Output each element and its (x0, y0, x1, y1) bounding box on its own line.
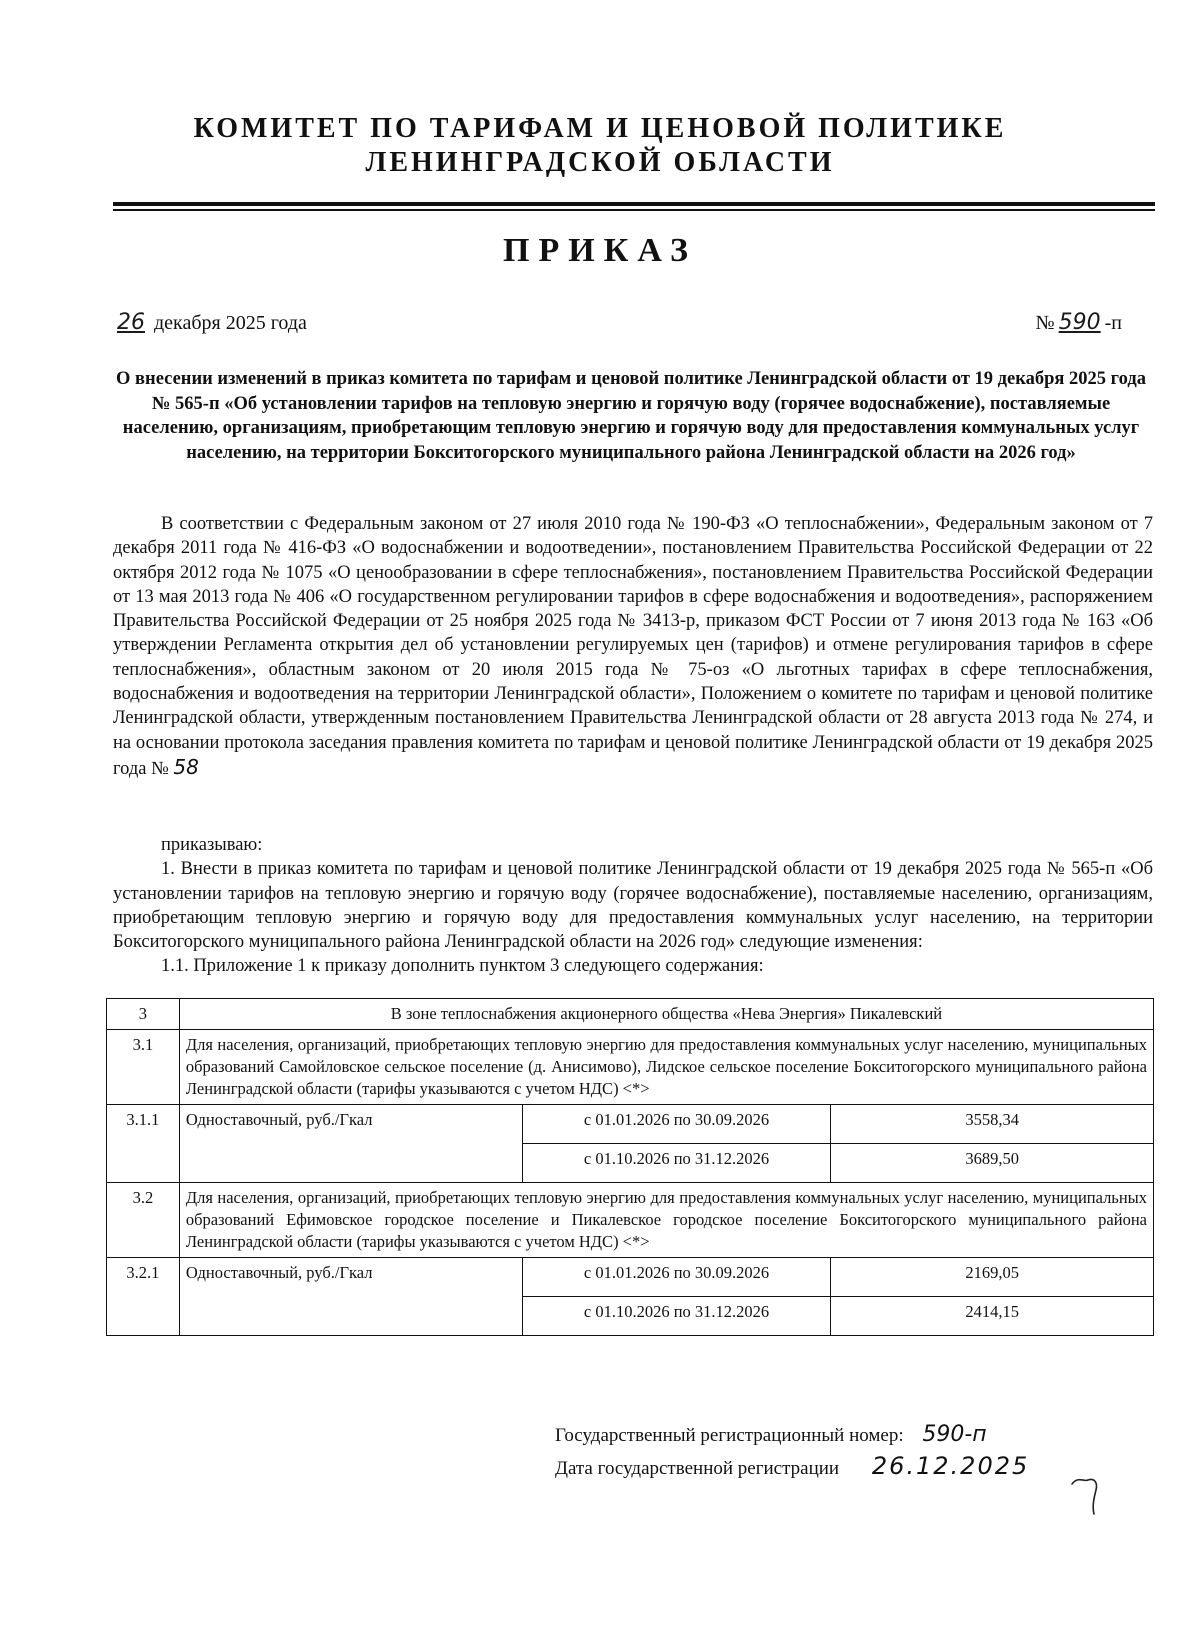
rate-value: 3689,50 (831, 1144, 1154, 1183)
rate-value: 2414,15 (831, 1297, 1154, 1336)
committee-title-line1: КОМИТЕТ ПО ТАРИФАМ И ЦЕНОВОЙ ПОЛИТИКЕ (193, 113, 1007, 144)
group-number: 3.2 (107, 1183, 180, 1258)
rate-name: Одноставочный, руб./Гкал (179, 1258, 522, 1336)
rate-number: 3.1.1 (107, 1105, 180, 1183)
rate-name: Одноставочный, руб./Гкал (179, 1105, 522, 1183)
registration-number-value: 590-п (922, 1422, 987, 1447)
zone-title: В зоне теплоснабжения акционерного общества «Нева Энергия» Пикалевский (179, 999, 1153, 1030)
group-description: Для населения, организаций, приобретающих тепловую энергию для предоставления коммунальных услуг населению, муниципальных образований Самойловское сельское поселение (д. Анисимово), Лидское сельское поселение Бокситогорского муниципального района Ленинградской области (тарифы указываются с учетом НДС) <*> (179, 1030, 1153, 1105)
registration-number-line (555, 1420, 1029, 1451)
order-block (113, 833, 1153, 979)
order-number (1036, 310, 1122, 335)
rate-value: 2169,05 (831, 1258, 1154, 1297)
order-verb: приказываю: (161, 835, 263, 855)
order-date (113, 310, 307, 335)
table-row (107, 1258, 1154, 1297)
zone-number: 3 (107, 999, 180, 1030)
committee-title-line2: ЛЕНИНГРАДСКОЙ ОБЛАСТИ (365, 147, 835, 178)
tariff-table (106, 998, 1154, 1336)
order-number-prefix: № (1035, 312, 1055, 334)
group-number: 3.1 (107, 1030, 180, 1105)
date-number-line (113, 310, 1122, 335)
order-item-1: 1. Внести в приказ комитета по тарифам и ценовой политике Ленинградской области от 19 декабря 2025 года № 565-п «Об установлении тарифов на тепловую энергию и горячую воду (горячее водоснабжение), поставляемые населению, организациям, приобретающим тепловую энергию и горячую воду для предоставления коммунальных услуг населению, на территории Бокситогорского муниципального района Ленинградской области на 2026 год» следующие изменения: (113, 859, 1153, 953)
rate-period: с 01.10.2026 по 31.12.2026 (522, 1144, 831, 1183)
rate-period: с 01.10.2026 по 31.12.2026 (522, 1297, 831, 1336)
order-item-1-1: 1.1. Приложение 1 к приказу дополнить пунктом 3 следующего содержания: (161, 956, 764, 977)
table-row (107, 1105, 1154, 1144)
registration-date-label: Дата государственной регистрации (555, 1458, 840, 1479)
registration-date-line (555, 1451, 1029, 1484)
rate-number: 3.2.1 (107, 1258, 180, 1336)
document-type: ПРИКАЗ (503, 232, 697, 269)
order-number-value: 590 (1058, 310, 1101, 335)
header-divider (113, 202, 1155, 211)
registration-block (555, 1420, 1029, 1484)
rate-period: с 01.01.2026 по 30.09.2026 (522, 1105, 831, 1144)
order-heading: О внесении изменений в приказ комитета по тарифам и ценовой политике Ленинградской области от 19 декабря 2025 года № 565-п «Об установлении тарифов на тепловую энергию и горячую воду (горячее водоснабжение), поставляемые населению, организациям, приобретающим тепловую энергию и горячую воду для предоставления коммунальных услуг населению, на территории Бокситогорского муниципального района Ленинградской области на 2026 год» (116, 369, 1146, 463)
committee-title (0, 112, 1200, 180)
handwritten-mark-icon (1068, 1472, 1108, 1516)
table-row (107, 1030, 1154, 1105)
order-date-month-year: декабря 2025 года (154, 312, 307, 334)
order-number-suffix: -п (1104, 312, 1122, 334)
protocol-number: 58 (173, 754, 199, 779)
group-description: Для населения, организаций, приобретающих тепловую энергию для предоставления коммунальных услуг населению, муниципальных образований Ефимовское городское поселение и Пикалевское городское поселение Бокситогорского муниципального района Ленинградской области (тарифы указываются с учетом НДС) <*> (179, 1183, 1153, 1258)
preamble (113, 512, 1153, 781)
rate-period: с 01.01.2026 по 30.09.2026 (522, 1258, 831, 1297)
registration-number-label: Государственный регистрационный номер: (555, 1425, 904, 1446)
preamble-text: В соответствии с Федеральным законом от 27 июля 2010 года № 190-ФЗ «О теплоснабжении», Федеральным законом от 7 декабря 2011 года № 416-ФЗ «О водоснабжении и водоотведении», постановлением Правительства Российской Федерации от 22 октября 2012 года № 1075 «О ценообразовании в сфере теплоснабжения», постановлением Правительства Российской Федерации от 13 мая 2013 года № 406 «О государственном регулировании тарифов в сфере водоснабжения и водоотведения», распоряжением Правительства Российской Федерации от 25 ноября 2025 года № 3413-р, приказом ФСТ России от 7 июня 2013 года № 163 «Об утверждении Регламента открытия дел об установлении регулируемых цен (тарифов) и отмене регулирования тарифов в сфере теплоснабжения», областным законом от 20 июля 2015 года № 75-оз «О льготных тарифах в сфере теплоснабжения, водоснабжения и водоотведения на территории Ленинградской области», Положением о комитете по тарифам и ценовой политике Ленинградской области, утвержденным постановлением Правительства Ленинградской области от 28 августа 2013 года № 274, и на основании протокола заседания правления комитета по тарифам и ценовой политике Ленинградской области от 19 декабря 2025 года № (113, 514, 1153, 779)
table-row (107, 1183, 1154, 1258)
registration-date-value: 26.12.2025 (871, 1452, 1030, 1480)
order-date-day: 26 (117, 310, 145, 335)
rate-value: 3558,34 (831, 1105, 1154, 1144)
table-row (107, 999, 1154, 1030)
